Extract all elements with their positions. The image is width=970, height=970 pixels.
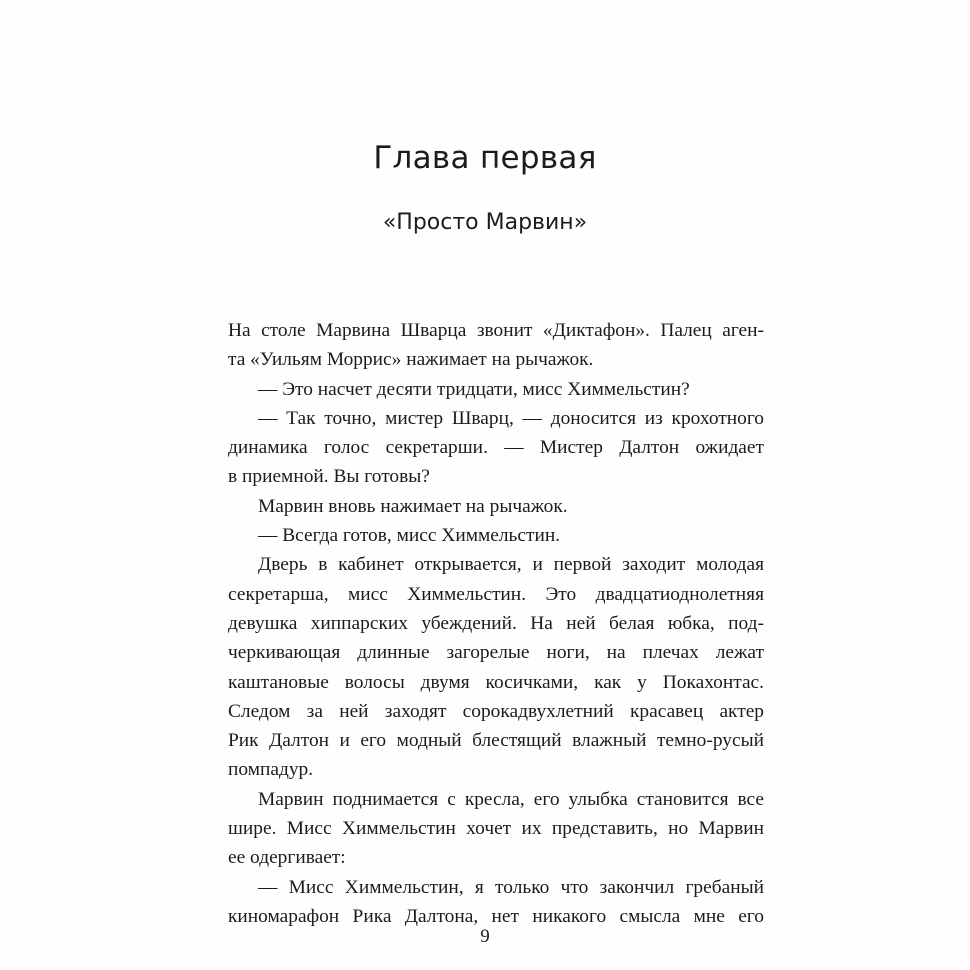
text-line: динамика голос секретарши. — Мистер Далтон ожидает (228, 437, 764, 459)
text-line: в приемной. Вы готовы? (228, 466, 430, 488)
text-line: Рик Далтон и его модный блестящий влажный темно-русый (228, 730, 764, 752)
text-line: Марвин поднимается с кресла, его улыбка становится все (258, 788, 764, 810)
text-line: помпадур. (228, 759, 314, 781)
text-line: черкивающая длинные загорелые ноги, на плечах лежат (228, 642, 764, 664)
text-line: Следом за ней заходят сорокадвухлетний красавец актер (228, 700, 764, 722)
text-line: секретарша, мисс Химмельстин. Это двадцатиоднолетняя (228, 583, 764, 605)
page-number: 9 (480, 926, 490, 947)
text-line: ее одергивает: (228, 847, 346, 869)
text-line: Марвин вновь нажимает на рычажок. (258, 495, 568, 517)
text-line: — Мисс Химмельстин, я только что закончил гребаный (258, 876, 764, 898)
body-text (228, 316, 764, 931)
text-line: шире. Мисс Химмельстин хочет их представить, но Марвин (228, 818, 764, 840)
text-line: та «Уильям Моррис» нажимает на рычажок. (228, 349, 594, 371)
chapter-title: Глава первая (373, 140, 597, 176)
text-line: — Всегда готов, мисс Химмельстин. (258, 525, 561, 547)
text-line: — Это насчет десяти тридцати, мисс Химмельстин? (258, 378, 690, 400)
text-line: Дверь в кабинет открывается, и первой заходит молодая (258, 554, 764, 576)
text-line: девушка хиппарских убеждений. На ней белая юбка, под- (228, 612, 764, 634)
text-line: киномарафон Рика Далтона, нет никакого смысла мне его (228, 905, 764, 927)
chapter-subtitle: «Просто Марвин» (382, 210, 588, 235)
text-line: — Так точно, мистер Шварц, — доносится из крохотного (258, 407, 764, 429)
text-line: каштановые волосы двумя косичками, как у Покахонтас. (228, 671, 764, 693)
text-line: На столе Марвина Шварца звонит «Диктафон». Палец аген- (228, 320, 764, 341)
